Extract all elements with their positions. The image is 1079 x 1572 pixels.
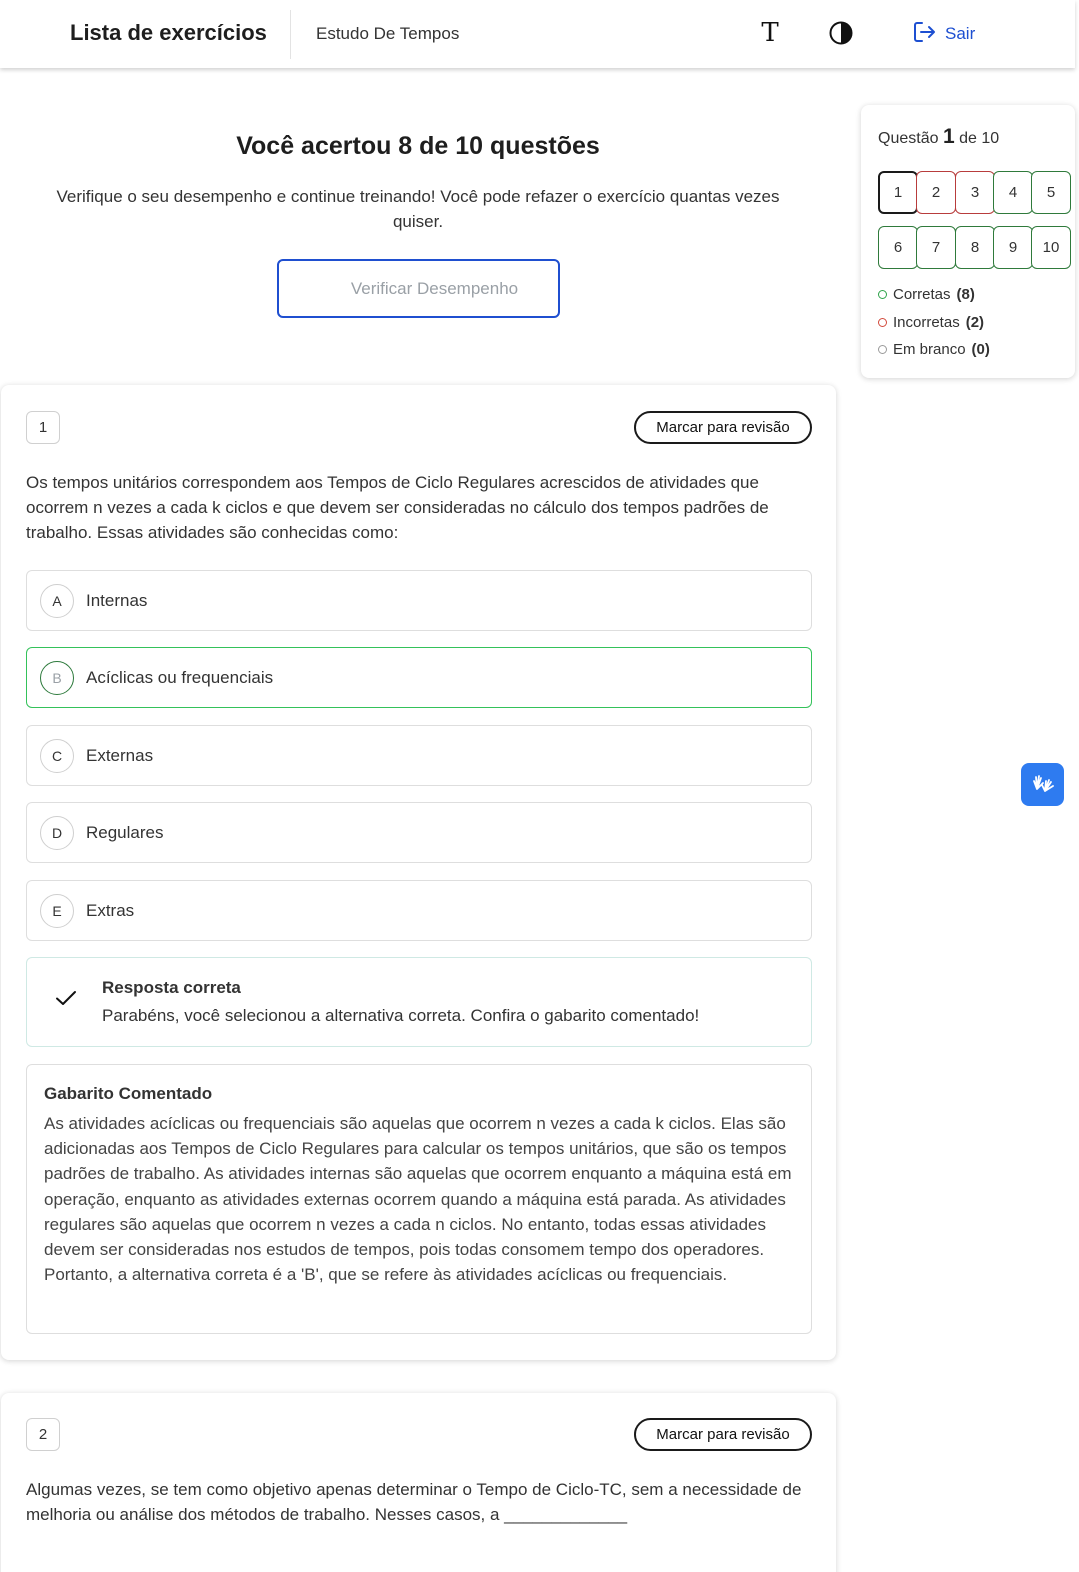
subject-title: Estudo De Tempos	[316, 24, 460, 43]
result-description: Verifique o seu desempenho e continue treinando! Você pode refazer o exercício quantas vezes quiser.	[56, 187, 780, 231]
option-text: Internas	[86, 590, 148, 610]
contrast-icon[interactable]	[829, 21, 853, 45]
logout-button[interactable]	[913, 22, 975, 46]
sign-language-button[interactable]	[1021, 763, 1064, 806]
status-dot-icon	[878, 290, 887, 299]
question-number: 1	[26, 411, 60, 444]
question-button-5[interactable]: 5	[1031, 171, 1071, 214]
option-text: Extras	[86, 900, 135, 920]
legend-count: (2)	[965, 314, 985, 331]
status-dot-icon	[878, 345, 887, 354]
legend-count: (8)	[956, 286, 975, 303]
feedback-title: Resposta correta	[102, 978, 241, 997]
option-letter: D	[40, 816, 74, 850]
answer-feedback	[26, 957, 812, 1047]
legend-label: Em branco	[893, 341, 966, 358]
option-text: Externas	[86, 745, 154, 765]
option-letter: C	[40, 739, 74, 773]
question-stem: Algumas vezes, se tem como objetivo apenas determinar o Tempo de Ciclo-TC, sem a necessidade de melhoria ou análise dos métodos de trabalho. Nesses casos, a _____________	[26, 1480, 802, 1524]
result-title: Você acertou 8 de 10 questões	[236, 132, 600, 160]
legend-blank	[878, 341, 990, 358]
legend-correct	[878, 286, 975, 303]
option-letter: E	[40, 894, 74, 928]
option-text: Regulares	[86, 822, 164, 842]
question-button-9[interactable]: 9	[993, 226, 1033, 269]
verify-performance-button[interactable]: Verificar Desempenho	[277, 259, 560, 318]
question-button-8[interactable]: 8	[955, 226, 995, 269]
option-d[interactable]	[26, 802, 812, 863]
feedback-text: Parabéns, você selecionou a alternativa correta. Confira o gabarito comentado!	[102, 1006, 700, 1025]
status-dot-icon	[878, 318, 887, 327]
logout-label: Sair	[945, 24, 976, 43]
question-button-4[interactable]: 4	[993, 171, 1033, 214]
question-button-2[interactable]: 2	[916, 171, 956, 214]
text-size-icon[interactable]: T	[761, 18, 779, 48]
option-text: Acíclicas ou frequenciais	[86, 667, 274, 687]
nav-prefix: Questão	[878, 130, 939, 147]
option-letter: B	[40, 661, 74, 695]
sign-language-icon	[1030, 769, 1056, 800]
logout-icon	[913, 21, 937, 48]
question-button-10[interactable]: 10	[1031, 226, 1071, 269]
option-letter: A	[40, 584, 74, 618]
question-button-1[interactable]: 1	[878, 171, 918, 214]
mark-for-review-button[interactable]: Marcar para revisão	[634, 1418, 812, 1451]
commented-answer-title: Gabarito Comentado	[44, 1084, 213, 1103]
question-button-6[interactable]: 6	[878, 226, 918, 269]
legend-count: (0)	[971, 341, 990, 358]
nav-title	[878, 125, 999, 149]
top-header	[0, 0, 1075, 68]
question-card-2	[1, 1393, 836, 1572]
commented-answer	[26, 1064, 812, 1334]
app-title: Lista de exercícios	[70, 20, 267, 45]
legend-incorrect	[878, 314, 984, 331]
option-e[interactable]	[26, 880, 812, 941]
commented-answer-text: As atividades acíclicas ou frequenciais são aquelas que ocorrem n vezes a cada k ciclos. Elas são adicionadas aos Tempos de Ciclo Regulares para calcular os tempos unitários, que são os tempos padrões de trabalho. As atividades internas são aquelas que ocorrem enquanto a máquina está em operação, enquanto as atividades externas ocorrem quando a máquina está parada. As atividades regulares são aquelas que ocorrem n vezes a cada n ciclos. No entanto, todas essas atividades devem ser consideradas nos estudos de tempos, pois todas consomem tempo dos operadores. Portanto, a alternativa correta é a 'B', que se refere às atividades acíclicas ou frequenciais.	[44, 1114, 792, 1285]
check-icon	[54, 986, 78, 1010]
question-stem: Os tempos unitários correspondem aos Tempos de Ciclo Regulares acrescidos de atividades que ocorrem n vezes a cada k ciclos e que devem ser consideradas no cálculo dos tempos padrões de trabalho. Essas atividades são conhecidas como:	[26, 473, 769, 542]
question-button-7[interactable]: 7	[916, 226, 956, 269]
nav-current: 1	[942, 125, 955, 148]
nav-suffix: de 10	[959, 130, 1000, 147]
legend-label: Corretas	[893, 286, 951, 303]
legend-label: Incorretas	[893, 314, 960, 331]
question-number: 2	[26, 1418, 60, 1451]
question-card-1	[1, 385, 836, 1360]
header-divider	[290, 10, 291, 59]
mark-for-review-button[interactable]: Marcar para revisão	[634, 411, 812, 444]
question-button-3[interactable]: 3	[955, 171, 995, 214]
question-navigator	[861, 105, 1075, 378]
option-c[interactable]	[26, 725, 812, 786]
option-b[interactable]	[26, 647, 812, 708]
option-a[interactable]	[26, 570, 812, 631]
